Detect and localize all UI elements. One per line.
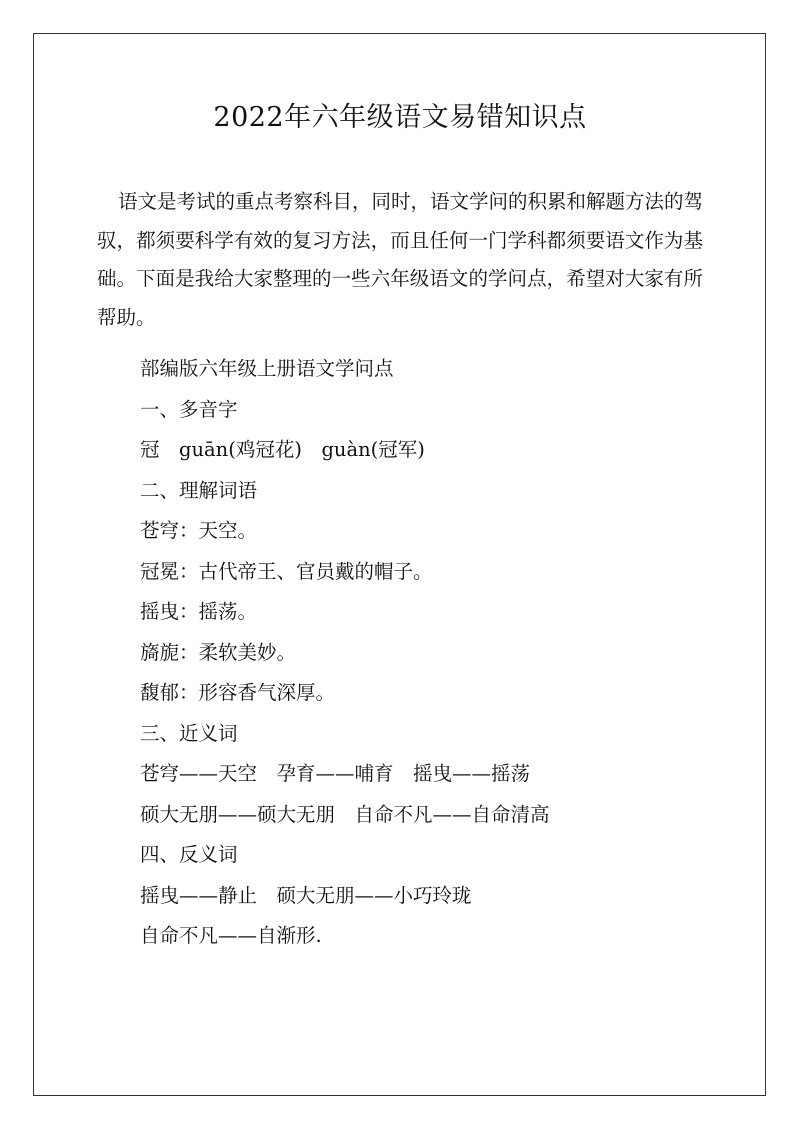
content-line: 硕大无朋——硕大无朋 自命不凡——自命清高 — [140, 802, 550, 826]
content-line: 冠冕：古代帝王、官员戴的帽子。 — [140, 559, 433, 583]
content-line: 旖旎：柔软美妙。 — [140, 640, 297, 664]
section-heading: 一、多音字 — [140, 397, 238, 421]
content-line: 摇曳——静止 硕大无朋——小巧玲珑 — [140, 883, 472, 907]
content-line: 馥郁：形容香气深厚。 — [140, 681, 336, 704]
content-lines — [140, 349, 720, 957]
content-line: 摇曳：摇荡。 — [140, 600, 258, 623]
content-line: 苍穹：天空。 — [140, 519, 258, 542]
document-title: 2022年六年级语文易错知识点 — [213, 102, 587, 133]
section-heading: 部编版六年级上册语文学问点 — [140, 357, 394, 380]
section-heading: 三、近义词 — [140, 721, 238, 745]
content-line: 自命不凡——自渐形. — [140, 924, 322, 947]
content-line: 苍穹——天空 孕育——哺育 摇曳——摇荡 — [140, 762, 531, 785]
intro-paragraph: 语文是考试的重点考察科目，同时，语文学问的积累和解题方法的驾驭，都须要科学有效的复习方法，而且任何一门学科都须要语文作为基础。下面是我给大家整理的一些六年级语文的学问点，希望对大家有所帮助。 — [97, 190, 704, 329]
section-heading: 二、理解词语 — [140, 478, 258, 502]
content-line: 冠 guān(鸡冠花) guàn(冠军) — [140, 438, 425, 461]
section-heading: 四、反义词 — [140, 843, 238, 866]
